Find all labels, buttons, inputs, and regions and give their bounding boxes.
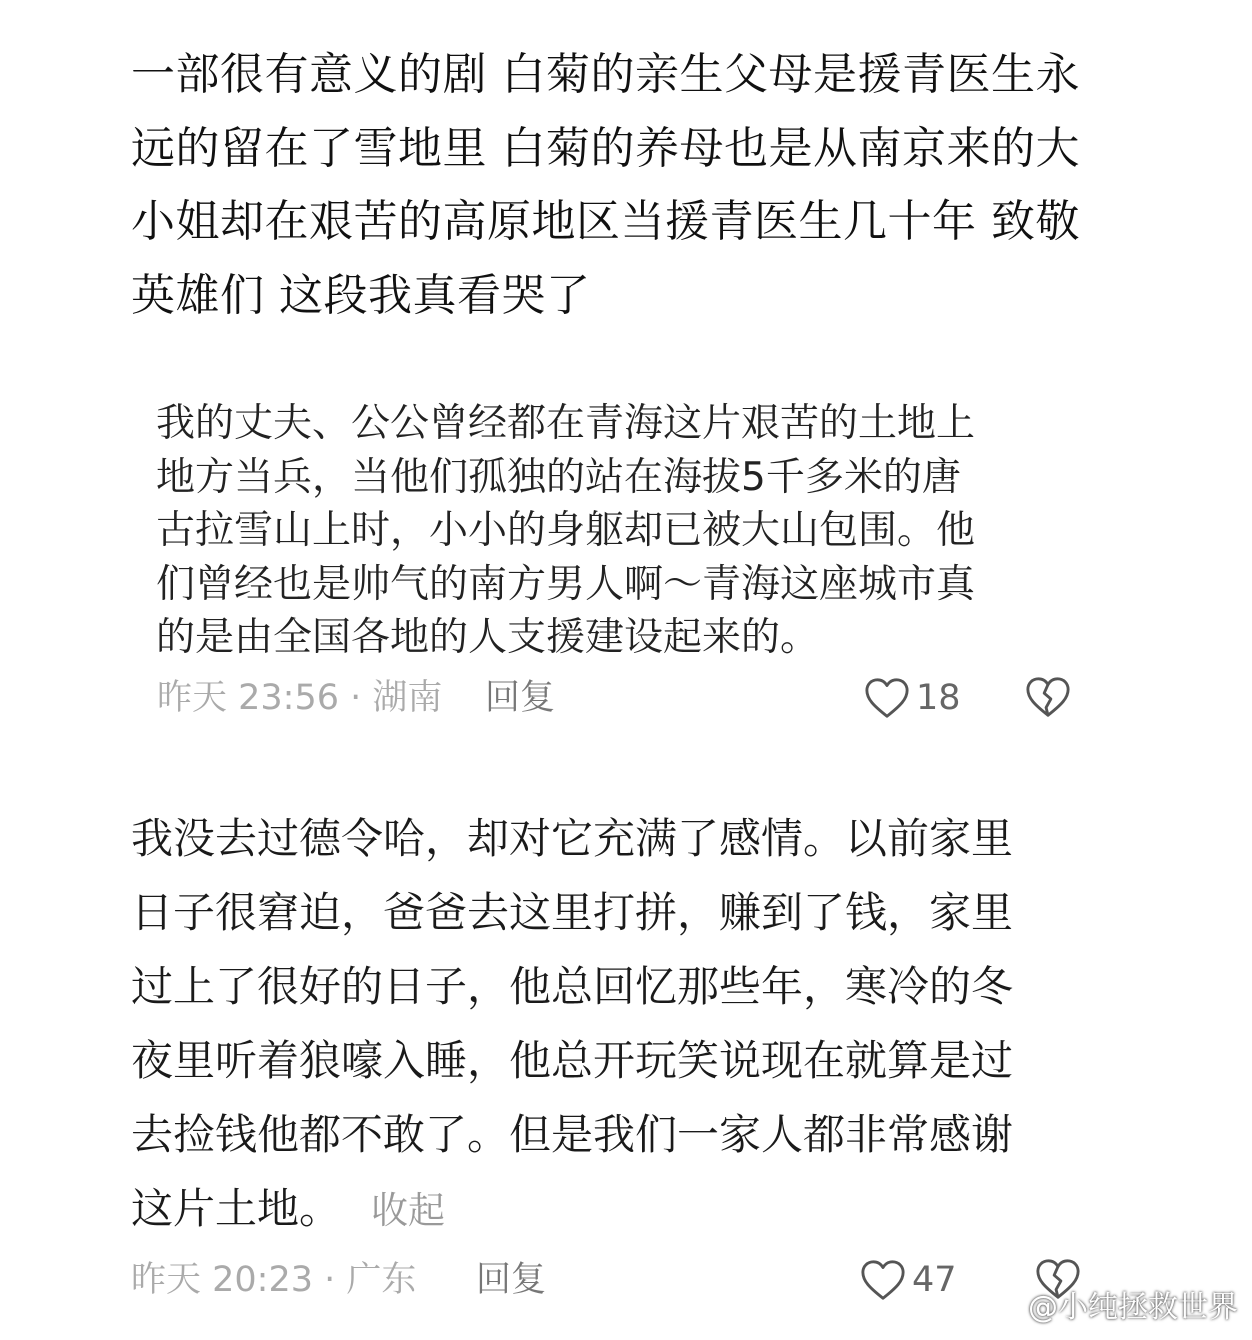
comment-text: 我没去过德令哈，却对它充满了感情。以前家里 日子很窘迫，爸爸去这里打拼，赚到了钱，家里 过上了很好的日子，他总回忆那些年，寒冷的冬 夜里听着狼嚎入睡，他总开玩笑说现在就算是过 去捡钱他都不敢了。但是我们一家人都非常感谢 这片土地。 xyxy=(131,814,1014,1233)
heart-outline-icon xyxy=(860,1258,906,1302)
like-button[interactable] xyxy=(864,675,961,721)
comment-1 xyxy=(0,397,1252,665)
reply-button[interactable]: 回复 xyxy=(485,678,556,718)
comment-time-location: 昨天 20:23 · 广东 xyxy=(131,1260,417,1300)
watermark xyxy=(982,1288,1238,1328)
like-count: 47 xyxy=(912,1260,957,1300)
post xyxy=(0,38,1252,332)
weibo-logo-icon xyxy=(982,1291,1022,1325)
like-count: 18 xyxy=(916,678,961,718)
comment-1-meta xyxy=(0,673,1252,723)
comment-time-location: 昨天 23:56 · 湖南 xyxy=(157,678,443,718)
heart-outline-icon xyxy=(864,676,910,720)
post-text: 一部很有意义的剧 白菊的亲生父母是援青医生永 远的留在了雪地里 白菊的养母也是从南京来的大 小姐却在艰苦的高原地区当援青医生几十年 致敬 英雄们 这段我真看哭了 xyxy=(131,49,1080,321)
broken-heart-icon[interactable] xyxy=(1025,675,1071,719)
reply-button[interactable]: 回复 xyxy=(476,1260,547,1300)
like-button[interactable] xyxy=(860,1257,957,1303)
collapse-button[interactable]: 收起 xyxy=(371,1189,446,1232)
watermark-text: @小纯拯救世界 xyxy=(1028,1290,1238,1325)
comment-2 xyxy=(0,802,1252,1248)
comment-text: 我的丈夫、公公曾经都在青海这片艰苦的土地上 地方当兵，当他们孤独的站在海拔5千多米的唐 古拉雪山上时，小小的身躯却已被大山包围。他 们曾经也是帅气的南方男人啊～青海这座城市真 的是由全国各地的人支援建设起来的。 xyxy=(156,401,976,660)
